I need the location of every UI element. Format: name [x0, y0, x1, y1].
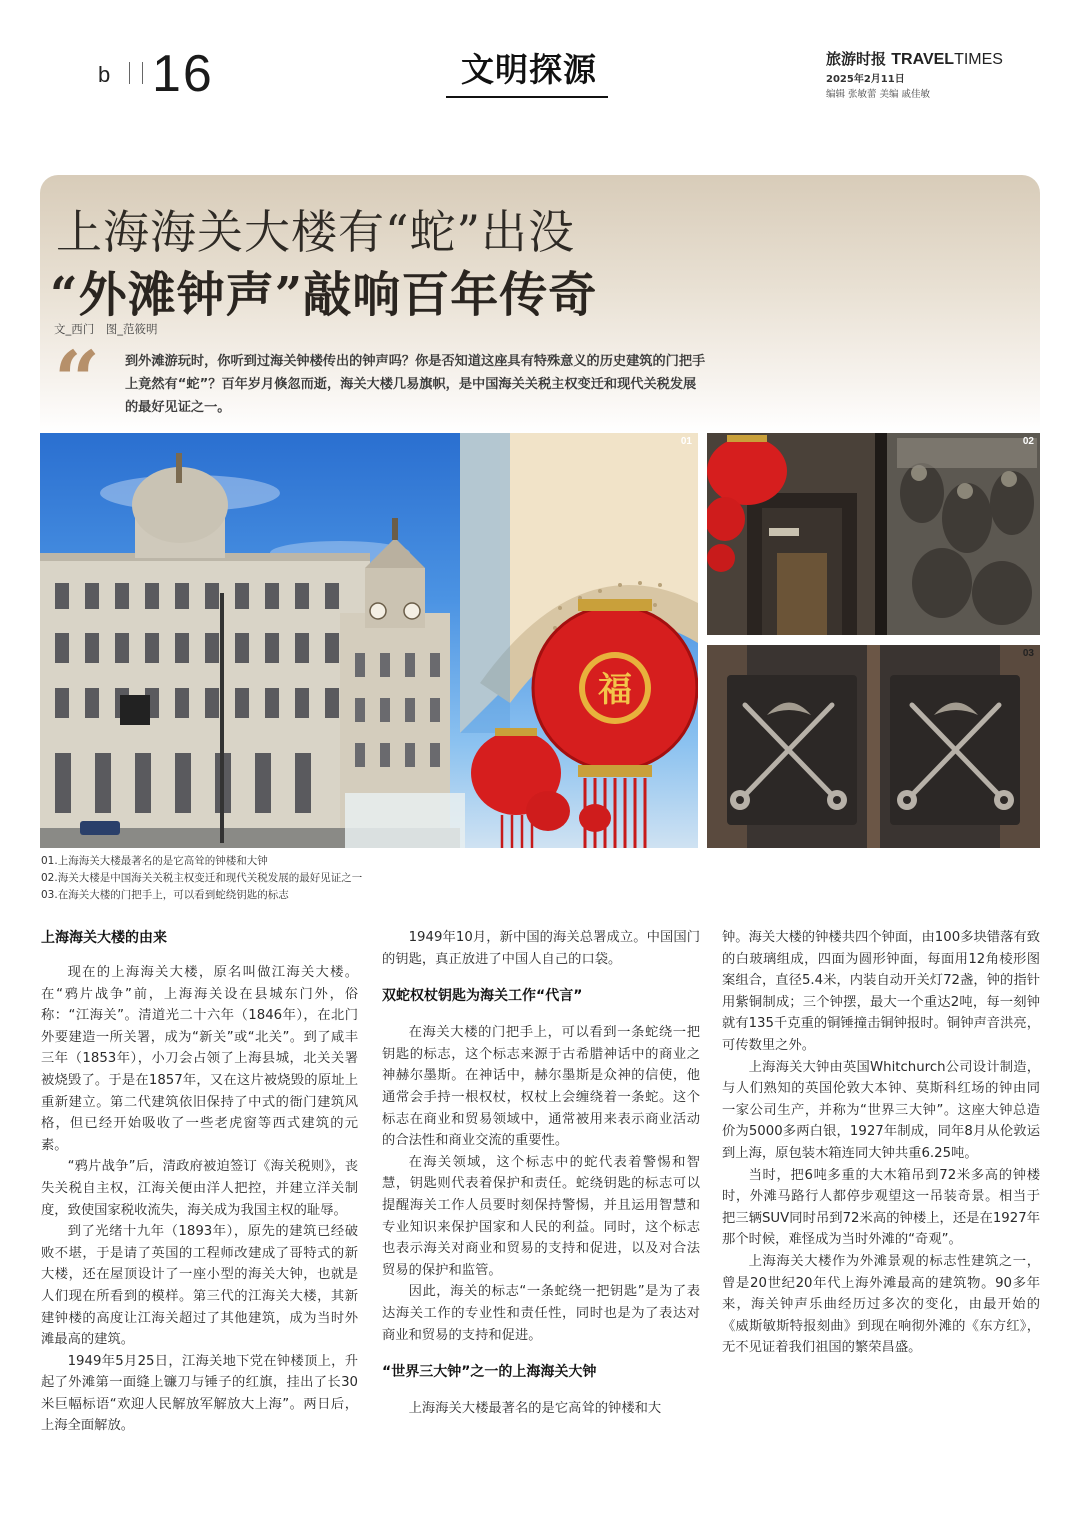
body-paragraph: 上海海关大楼作为外滩景观的标志性建筑之一，曾是20世纪20年代上海外滩最高的建筑物。90多年来，海关钟声乐曲经历过多次的变化，由最开始的《威斯敏斯特报刻曲》到现在响彻外滩的《东方红》，无不见证着我们祖国的繁荣昌盛。 — [722, 1253, 1040, 1356]
door-handles-illustration — [707, 645, 1040, 848]
body-paragraph: “鸦片战争”后，清政府被迫签订《海关税则》，丧失关税自主权，江海关便由洋人把控，并建立洋关制度，致使国家税收流失，海关成为我国主权的耻辱。 — [41, 1159, 358, 1218]
edition-letter: b — [98, 62, 111, 87]
lantern-fu-character: 福 — [598, 670, 632, 710]
brand-chinese: 旅游时报 — [826, 50, 887, 68]
section-heading-caduceus-key: 双蛇权杖钥匙为海关工作“代言” — [382, 988, 583, 1005]
header-divider — [142, 62, 143, 84]
body-paragraph: 在海关领域，这个标志中的蛇代表着警惕和智慧，钥匙则代表着保护和责任。蛇绕钥匙的标志可以提醒海关工作人员要时刻保持警惕，并且运用智慧和专业知识来保护国家和人民的利益。同时，这个标志也表示海关对商业和贸易的支持和促进，以及对合法贸易的保护和监管。 — [382, 1154, 700, 1278]
editor-credits: 编辑 张敏蕾 美编 戚佳敏 — [826, 89, 931, 100]
body-paragraph: 1949年10月，新中国的海关总署成立。中国国门的钥匙，真正放进了中国人自己的口袋。 — [382, 930, 700, 967]
page-number: 16 — [152, 45, 214, 103]
header-divider — [129, 62, 130, 84]
photo-customs-house — [40, 433, 698, 848]
article-title-line2: “外滩钟声”敲响百年传奇 — [50, 267, 598, 323]
section-heading-customs-clock: “世界三大钟”之一的上海海关大钟 — [382, 1364, 597, 1381]
body-paragraph: 当时，把6吨多重的大木箱吊到72米多高的钟楼时，外滩马路行人都停步观望这一吊装奇景。相当于把三辆SUV同时吊到72米高的钟楼上，还是在1927年那个时候，难怪成为当时外滩的“奇观”。 — [722, 1167, 1040, 1248]
issue-date: 2025年2月11日 — [826, 74, 905, 85]
caption-3: 03.在海关大楼的门把手上，可以看到蛇绕钥匙的标志 — [41, 889, 289, 901]
photo-door-handles — [707, 645, 1040, 848]
article-title-line1: 上海海关大楼有“蛇”出没 — [56, 205, 576, 259]
article-lead: 到外滩游玩时，你听到过海关钟楼传出的钟声吗？你是否知道这座具有特殊意义的历史建筑的门把手上竟然有“蛇”？百年岁月倏忽而逝，海关大楼几易旗帜，是中国海关关税主权变迁和现代关税发展的最好见证之一。 — [125, 354, 706, 415]
customs-house-illustration — [40, 433, 698, 848]
photo-label: 01 — [680, 436, 692, 447]
body-paragraph: 因此，海关的标志“一条蛇绕一把钥匙”是为了表达海关工作的专业性和责任性，同时也是为了表达对商业和贸易的支持和促进。 — [382, 1284, 700, 1343]
article-byline: 文_西门 图_范筱明 — [54, 322, 158, 336]
quote-mark-icon: “ — [54, 333, 101, 427]
photo-entrance-relief — [707, 433, 1040, 635]
entrance-relief-illustration — [707, 433, 1040, 635]
section-heading-origin: 上海海关大楼的由来 — [41, 930, 167, 946]
photo-label: 02 — [1022, 436, 1034, 447]
body-column-1 — [41, 927, 358, 1437]
brand-english-light: TIMES — [954, 51, 1003, 68]
brand-english-bold: TRAVEL — [891, 51, 955, 68]
body-column-3 — [722, 927, 1040, 1359]
newspaper-brand — [826, 48, 1003, 69]
body-paragraph-continued: 钟。海关大楼的钟楼共四个钟面，由100多块错落有致的白玻璃组成，四面为圆形钟面，每面用12角棱形图案组合，直径5.4米，内装自动开关灯72盏，钟的指针用紫铜制成；三个钟摆，最大一个重达2吨，每一刻钟就有135千克重的铜锤撞击铜钟报时。铜钟声音洪亮，可传数里之外。 — [722, 930, 1040, 1053]
body-paragraph: 现在的上海海关大楼，原名叫做江海关大楼。在“鸦片战争”前，上海海关设在县城东门外，俗称：“江海关”。清道光二十六年（1846年），在北门外要建造一所关署，成为“新关”或“北关”。到了咸丰三年（1853年），小刀会占领了上海县城，北关关署被烧毁了。于是在1857年，又在这片被烧毁的原址上重新建立。第二代建筑依旧保持了中式的衙门建筑风格，但已经开始吸收了一些老虎窗等西式建筑的元素。 — [41, 965, 358, 1153]
photo-label: 03 — [1022, 648, 1034, 659]
body-paragraph: 上海海关大钟由英国Whitchurch公司设计制造，与人们熟知的英国伦敦大本钟、莫斯科红场的钟由同一家公司生产，并称为“世界三大钟”。这座大钟总造价为5000多两白银，1927年制成，同年8月从伦敦运到上海，原包装木箱连同大钟共重6.25吨。 — [722, 1059, 1040, 1161]
caption-1: 01.上海海关大楼最著名的是它高耸的钟楼和大钟 — [41, 855, 268, 867]
caption-2: 02.海关大楼是中国海关关税主权变迁和现代关税发展的最好见证之一 — [41, 872, 363, 884]
section-title: 文明探源 — [461, 50, 597, 89]
body-paragraph: 上海海关大楼最著名的是它高耸的钟楼和大 — [408, 1401, 662, 1417]
body-paragraph: 在海关大楼的门把手上，可以看到一条蛇绕一把钥匙的标志，这个标志来源于古希腊神话中的商业之神赫尔墨斯。在神话中，赫尔墨斯是众神的信使，他通常会手持一根权杖，权杖上会缠绕着一条蛇。这个标志在商业和贸易领域中，通常被用来表示商业活动的合法性和商业交流的重要性。 — [382, 1025, 700, 1149]
body-paragraph: 到了光绪十九年（1893年），原先的建筑已经破败不堪，于是请了英国的工程师改建成了哥特式的新大楼，还在屋顶设计了一座小型的海关大钟，也就是人们现在所看到的模样。第三代的江海关大楼，其新建钟楼的高度让江海关超过了其他建筑，成为当时外滩最高的建筑。 — [41, 1224, 358, 1348]
body-paragraph: 1949年5月25日，江海关地下党在钟楼顶上，升起了外滩第一面缝上镰刀与锤子的红旗，挂出了长30米巨幅标语“欢迎人民解放军解放大上海”。两日后，上海全面解放。 — [41, 1353, 358, 1434]
body-column-2 — [382, 927, 700, 1420]
section-title-underline — [446, 96, 608, 98]
photo-captions — [41, 853, 362, 904]
